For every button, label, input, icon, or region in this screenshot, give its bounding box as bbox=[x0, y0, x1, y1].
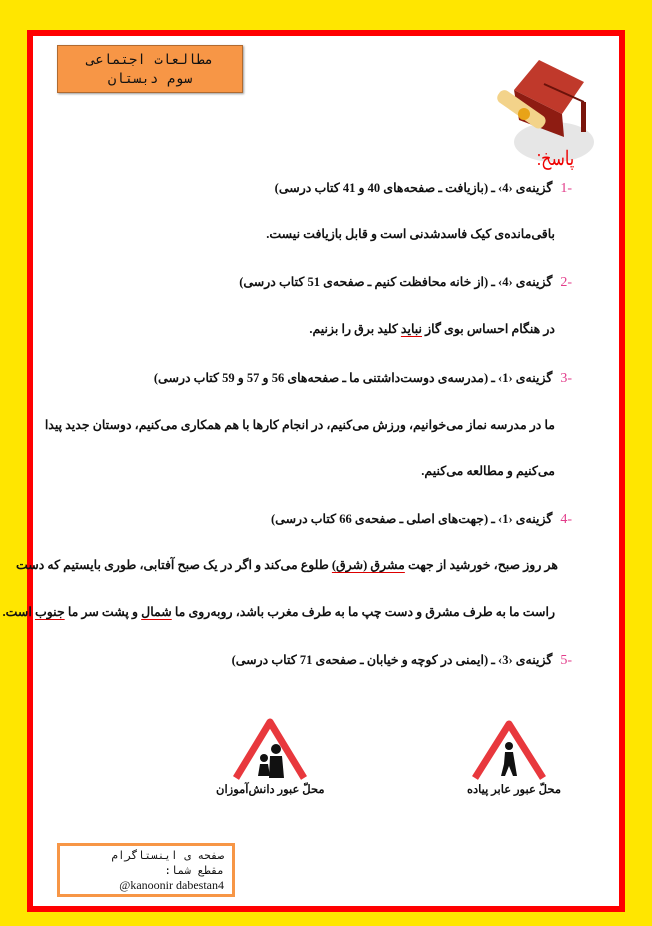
instagram-info-box bbox=[57, 843, 235, 897]
footer-line-2: مقطع شما: bbox=[164, 864, 224, 877]
question-number: -1 bbox=[560, 181, 572, 196]
question-title: گزینه‌ی ‹1› ـ (جهت‌های اصلی ـ صفحه‌ی 66 کتاب درسی) bbox=[271, 512, 553, 526]
text: در هنگام احساس بوی گاز bbox=[422, 322, 555, 336]
text: و پشت سر ما bbox=[64, 605, 142, 619]
footer-line-1: صفحه ی اینستاگرام bbox=[111, 849, 224, 862]
question-1 bbox=[275, 180, 572, 197]
explanation-4-line-2 bbox=[2, 604, 555, 620]
underlined-text: جنوب bbox=[34, 605, 65, 619]
question-4 bbox=[271, 511, 572, 528]
explanation-1: باقی‌مانده‌ی کیک فاسدشدنی است و قابل بازیافت نیست. bbox=[266, 227, 555, 241]
question-5 bbox=[232, 652, 572, 669]
text: هر روز صبح، خورشید از جهت bbox=[404, 558, 558, 572]
question-number: -2 bbox=[560, 275, 572, 290]
explanation-4-line-1 bbox=[16, 557, 558, 573]
question-title: گزینه‌ی ‹4› ـ (از خانه محافظت کنیم ـ صفحه‌ی 51 کتاب درسی) bbox=[239, 275, 553, 289]
school-crossing-label: محلّ عبور دانش‌آموزان bbox=[216, 784, 325, 796]
text: است. bbox=[2, 605, 35, 619]
pedestrian-crossing-sign-icon bbox=[471, 720, 547, 780]
underlined-text: نباید bbox=[400, 322, 423, 336]
text: طلوع می‌کند و اگر در یک صبح آفتابی، طوری بایستیم که دست bbox=[15, 558, 332, 572]
explanation-2 bbox=[309, 321, 555, 337]
text: کلید برق را بزنیم. bbox=[309, 322, 401, 336]
explanation-3-line-2: می‌کنیم و مطالعه می‌کنیم. bbox=[421, 464, 555, 478]
text: راست ما به طرف مشرق و دست چپ ما به طرف مغرب باشد، روبه‌روی ما bbox=[171, 605, 555, 619]
school-crossing-sign-icon bbox=[232, 718, 308, 780]
grade-title: سوم دبستان bbox=[107, 71, 193, 87]
answer-label: پاسخ: bbox=[536, 148, 575, 170]
question-title: گزینه‌ی ‹4› ـ (بازیافت ـ صفحه‌های 40 و 41 کتاب درسی) bbox=[274, 181, 553, 195]
question-title: گزینه‌ی ‹3› ـ (ایمنی در کوچه و خیابان ـ صفحه‌ی 71 کتاب درسی) bbox=[231, 653, 553, 667]
explanation-3-line-1: ما در مدرسه نماز می‌خوانیم، ورزش می‌کنیم، در انجام کارها با هم همکاری می‌کنیم، دوستان جدید پیدا bbox=[44, 418, 555, 432]
instagram-handle[interactable]: @kanoonir dabestan4 bbox=[119, 878, 224, 892]
pedestrian-crossing-label: محلّ عبور عابر پیاده bbox=[467, 784, 561, 796]
question-3 bbox=[154, 370, 572, 387]
subject-title-box bbox=[57, 45, 243, 93]
question-number: -3 bbox=[560, 371, 572, 386]
underlined-text: مشرق (شرق) bbox=[331, 558, 405, 572]
question-2 bbox=[239, 274, 572, 291]
question-title: گزینه‌ی ‹1› ـ (مدرسه‌ی دوست‌داشتنی ما ـ صفحه‌های 56 و 57 و 59 کتاب درسی) bbox=[153, 371, 553, 385]
subject-title: مطالعات اجتماعی bbox=[86, 52, 214, 68]
question-number: -4 bbox=[560, 512, 572, 527]
question-number: -5 bbox=[560, 653, 572, 668]
underlined-text: شمال bbox=[141, 605, 172, 619]
